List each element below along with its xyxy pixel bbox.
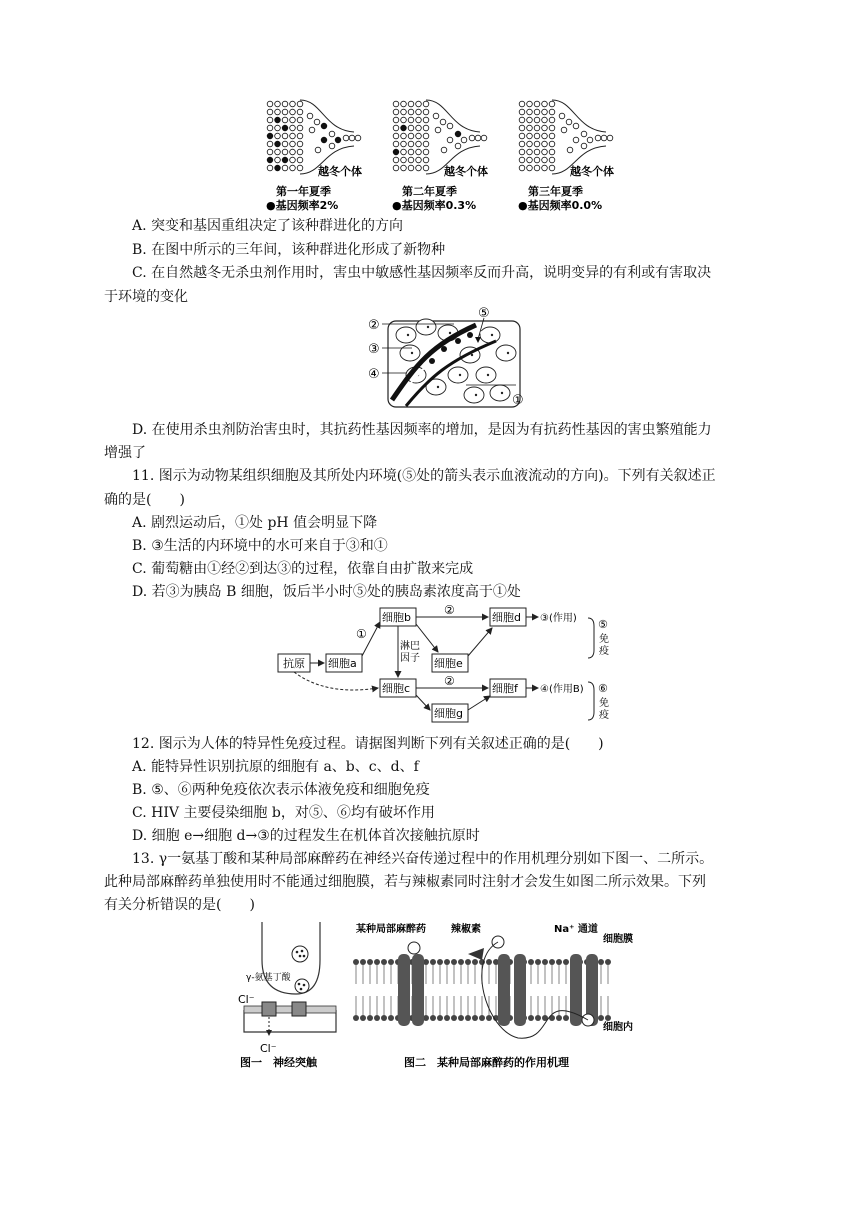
population-panel <box>518 100 614 212</box>
q13-stem-line1: 13. γ一氨基丁酸和某种局部麻醉药在神经兴奋传递过程中的作用机理分别如下图一、二所示。 <box>132 851 714 867</box>
tissue-figure <box>366 305 526 410</box>
q12-option-a: A. 能特异性识别抗原的细胞有 a、b、c、d、f <box>132 759 419 775</box>
gaba-label: γ-氨基丁酸 <box>246 973 291 983</box>
tissue-label-3: ③ <box>368 342 380 357</box>
q11-option-b: B. ③生活的内环境中的水可来自于③和① <box>132 538 388 554</box>
cell-b-box: 细胞b <box>382 611 411 624</box>
population-panel <box>392 100 488 212</box>
chloride-label-out: Cl⁻ <box>238 993 255 1006</box>
cell-interior-label: 细胞内 <box>603 1022 633 1033</box>
overwintering-label: 越冬个体 <box>570 165 614 178</box>
season-label: 第三年夏季 <box>528 185 583 198</box>
q13-stem-line3: 有关分析错误的是( ) <box>104 897 255 913</box>
capsaicin-label: 辣椒素 <box>451 924 481 935</box>
antigen-box: 抗原 <box>283 657 305 670</box>
immunity-5-label: ⑤ <box>598 618 608 631</box>
season-label: 第二年夏季 <box>402 185 457 198</box>
q10-option-c-line2: 于环境的变化 <box>104 289 188 305</box>
immunity-5-char2: 疫 <box>599 646 609 657</box>
cell-g-box: 细胞g <box>434 707 463 720</box>
tissue-label-1: ① <box>512 393 524 408</box>
gene-frequency-label: ●基因频率0.3% <box>392 199 477 212</box>
cell-a-box: 细胞a <box>328 657 357 670</box>
output-3-label: ③(作用) <box>540 613 577 624</box>
gene-frequency-label: ●基因频率2% <box>266 199 339 212</box>
anesthetic-label: 某种局部麻醉药 <box>356 924 426 935</box>
output-4-label: ④(作用B) <box>540 684 584 695</box>
q11-stem-line2: 确的是( ) <box>104 492 185 508</box>
q11-option-c: C. 葡萄糖由①经②到达③的过程，依靠自由扩散来完成 <box>132 561 474 577</box>
gene-frequency-label: ●基因频率0.0% <box>518 199 603 212</box>
q10-option-d-line2: 增强了 <box>104 445 146 461</box>
population-figure <box>262 96 632 214</box>
arrow-label-1: ① <box>356 627 367 641</box>
q12-option-b: B. ⑤、⑥两种免疫依次表示体液免疫和细胞免疫 <box>132 782 430 798</box>
season-label: 第一年夏季 <box>276 185 331 198</box>
tissue-label-4: ④ <box>368 367 380 382</box>
overwintering-label: 越冬个体 <box>444 165 488 178</box>
q13-stem-line2: 此种局部麻醉药单独使用时不能通过细胞膜，若与辣椒素同时注射才会发生如图二所示效果。下列 <box>104 874 706 890</box>
population-panel <box>266 100 362 212</box>
immune-flowchart <box>276 604 626 724</box>
q11-option-a: A. 剧烈运动后，①处 pH 值会明显下降 <box>132 515 378 531</box>
immunity-5-char1: 免 <box>599 634 609 645</box>
q10-option-a: A. 突变和基因重组决定了该种群进化的方向 <box>132 218 404 234</box>
q11-stem-line1: 11. 图示为动物某组织细胞及其所处内环境(⑤处的箭头表示血液流动的方向)。下列有关叙述正 <box>132 468 716 484</box>
immunity-6-char2: 疫 <box>599 710 609 721</box>
q10-option-c-line1: C. 在自然越冬无杀虫剂作用时，害虫中敏感性基因频率反而升高，说明变异的有利或有害取决 <box>132 265 712 281</box>
q12-stem: 12. 图示为人体的特异性免疫过程。请据图判断下列有关叙述正确的是( ) <box>132 736 604 752</box>
q10-option-d-line1: D. 在使用杀虫剂防治害虫时，其抗药性基因频率的增加，是因为有抗药性基因的害虫繁殖能力 <box>132 422 712 438</box>
chloride-label-in: Cl⁻ <box>260 1042 277 1055</box>
arrow-label-2-bottom: ② <box>444 674 455 688</box>
immunity-6-char1: 免 <box>599 698 609 709</box>
overwintering-label: 越冬个体 <box>318 165 362 178</box>
nerve-figure <box>236 920 636 1070</box>
lymphokine-label-2: 因子 <box>400 653 420 664</box>
cell-e-box: 细胞e <box>434 657 463 670</box>
cell-c-box: 细胞c <box>382 682 411 695</box>
arrow-label-2-top: ② <box>444 604 455 617</box>
cell-f-box: 细胞f <box>492 682 518 695</box>
na-channel-label: Na⁺ 通道 <box>554 924 598 935</box>
tissue-label-2: ② <box>368 318 380 333</box>
q12-option-d: D. 细胞 e→细胞 d→③的过程发生在机体首次接触抗原时 <box>132 828 480 844</box>
immunity-6-label: ⑥ <box>598 682 608 695</box>
cell-d-box: 细胞d <box>492 611 521 624</box>
tissue-label-5: ⑤ <box>478 306 490 321</box>
cell-membrane-label: 细胞膜 <box>603 934 633 945</box>
figure2-caption: 图二 某种局部麻醉药的作用机理 <box>404 1056 569 1069</box>
q12-option-c: C. HIV 主要侵染细胞 b，对⑤、⑥均有破坏作用 <box>132 805 435 821</box>
q10-option-b: B. 在图中所示的三年间，该种群进化形成了新物种 <box>132 242 446 258</box>
lymphokine-label-1: 淋巴 <box>400 641 420 652</box>
q11-option-d: D. 若③为胰岛 B 细胞，饭后半小时⑤处的胰岛素浓度高于①处 <box>132 584 521 600</box>
figure1-caption: 图一 神经突触 <box>240 1056 317 1069</box>
